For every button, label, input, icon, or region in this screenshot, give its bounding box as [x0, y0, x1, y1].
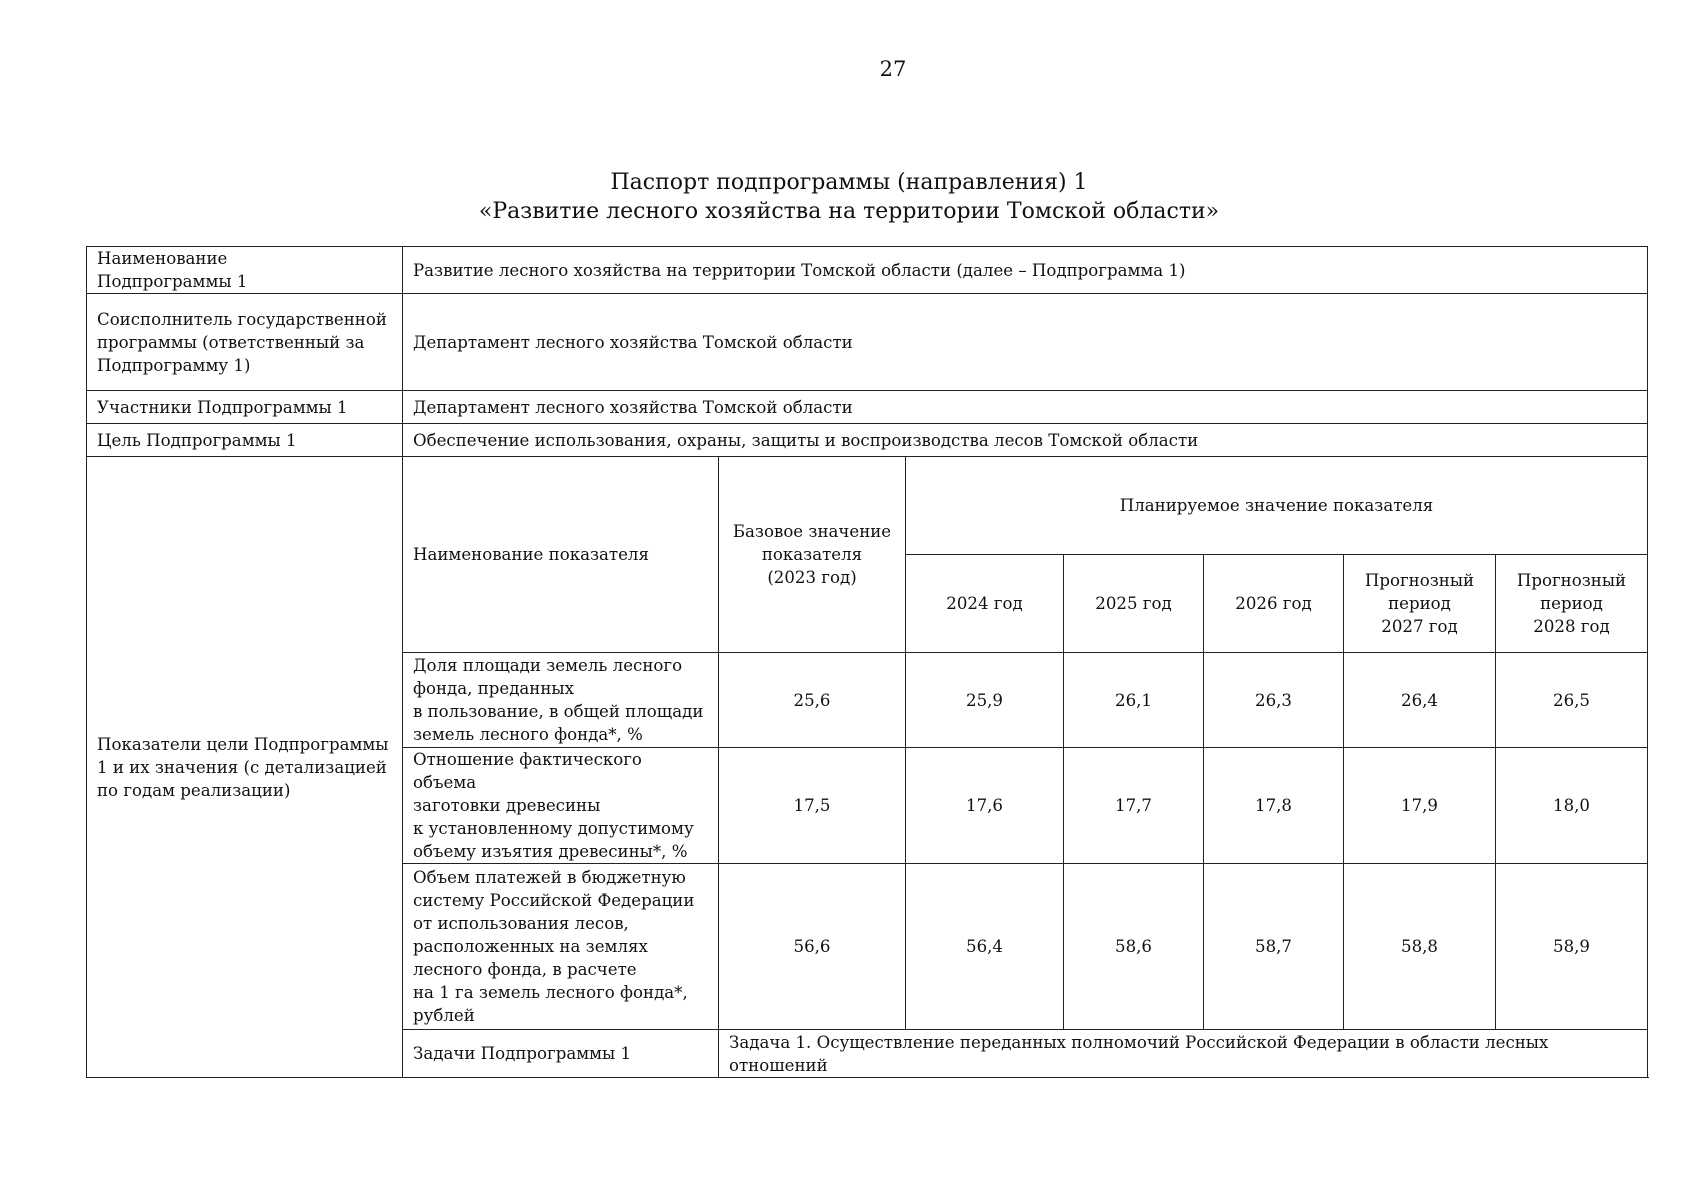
indicator-value-2028: 58,9: [1496, 864, 1648, 1030]
year-2026-header: 2026 год: [1204, 555, 1344, 653]
indicator-base-value: 25,6: [719, 653, 906, 748]
year-2027-forecast-header: Прогнозный период 2027 год: [1344, 555, 1496, 653]
document-title: [0, 168, 1698, 226]
indicator-value-2028: 18,0: [1496, 748, 1648, 864]
indicator-value-2026: 58,7: [1204, 864, 1344, 1030]
indicator-value-2025: 17,7: [1064, 748, 1204, 864]
row-goal: [87, 424, 1648, 457]
indicator-value-2028: 26,5: [1496, 653, 1648, 748]
participants-value: Департамент лесного хозяйства Томской области: [403, 391, 1648, 424]
indicator-value-2026: 17,8: [1204, 748, 1344, 864]
indicator-value-2024: 56,4: [906, 864, 1064, 1030]
title-line-2: «Развитие лесного хозяйства на территории Томской области»: [478, 199, 1220, 224]
indicator-value-2024: 25,9: [906, 653, 1064, 748]
page-number: 27: [879, 57, 907, 81]
row-name: [87, 247, 1648, 294]
planned-value-group-header: Планируемое значение показателя: [906, 457, 1648, 555]
year-2025-header: 2025 год: [1064, 555, 1204, 653]
name-value: Развитие лесного хозяйства на территории Томской области (далее – Подпрограмма 1): [403, 247, 1648, 294]
title-line-1: Паспорт подпрограммы (направления) 1: [610, 170, 1088, 195]
indicators-header-row-1: [87, 457, 1648, 555]
indicator-value-2027: 26,4: [1344, 653, 1496, 748]
indicator-value-2027: 17,9: [1344, 748, 1496, 864]
goal-label: Цель Подпрограммы 1: [87, 424, 403, 457]
indicator-name: Отношение фактического объема заготовки древесины к установленному допустимому объему изъятия древесины*, %: [403, 748, 719, 864]
participants-label: Участники Подпрограммы 1: [87, 391, 403, 424]
tasks-label: Задачи Подпрограммы 1: [403, 1030, 719, 1078]
indicator-value-2027: 58,8: [1344, 864, 1496, 1030]
goal-value: Обеспечение использования, охраны, защиты и воспроизводства лесов Томской области: [403, 424, 1648, 457]
tasks-value: Задача 1. Осуществление переданных полномочий Российской Федерации в области лесных отношений: [719, 1030, 1648, 1078]
indicator-value-2025: 58,6: [1064, 864, 1204, 1030]
indicator-value-2024: 17,6: [906, 748, 1064, 864]
indicator-name-column-header: Наименование показателя: [403, 457, 719, 653]
indicator-base-value: 17,5: [719, 748, 906, 864]
indicators-label: Показатели цели Подпрограммы 1 и их значения (с детализацией по годам реализации): [87, 457, 403, 1078]
indicator-value-2025: 26,1: [1064, 653, 1204, 748]
indicator-value-2026: 26,3: [1204, 653, 1344, 748]
row-coexecutor: [87, 294, 1648, 391]
subprogram-passport-table: [86, 246, 1648, 1078]
year-2024-header: 2024 год: [906, 555, 1064, 653]
indicator-name: Объем платежей в бюджетную систему Российской Федерации от использования лесов, расположенных на землях лесного фонда, в расчете на 1 га земель лесного фонда*, рублей: [403, 864, 719, 1030]
name-label: Наименование Подпрограммы 1: [87, 247, 403, 294]
coexecutor-label: Соисполнитель государственной программы (ответственный за Подпрограмму 1): [87, 294, 403, 391]
coexecutor-value: Департамент лесного хозяйства Томской области: [403, 294, 1648, 391]
indicator-name: Доля площади земель лесного фонда, преданных в пользование, в общей площади земель лесного фонда*, %: [403, 653, 719, 748]
indicator-base-value: 56,6: [719, 864, 906, 1030]
base-value-column-header: Базовое значение показателя (2023 год): [719, 457, 906, 653]
row-participants: [87, 391, 1648, 424]
year-2028-forecast-header: Прогнозный период 2028 год: [1496, 555, 1648, 653]
